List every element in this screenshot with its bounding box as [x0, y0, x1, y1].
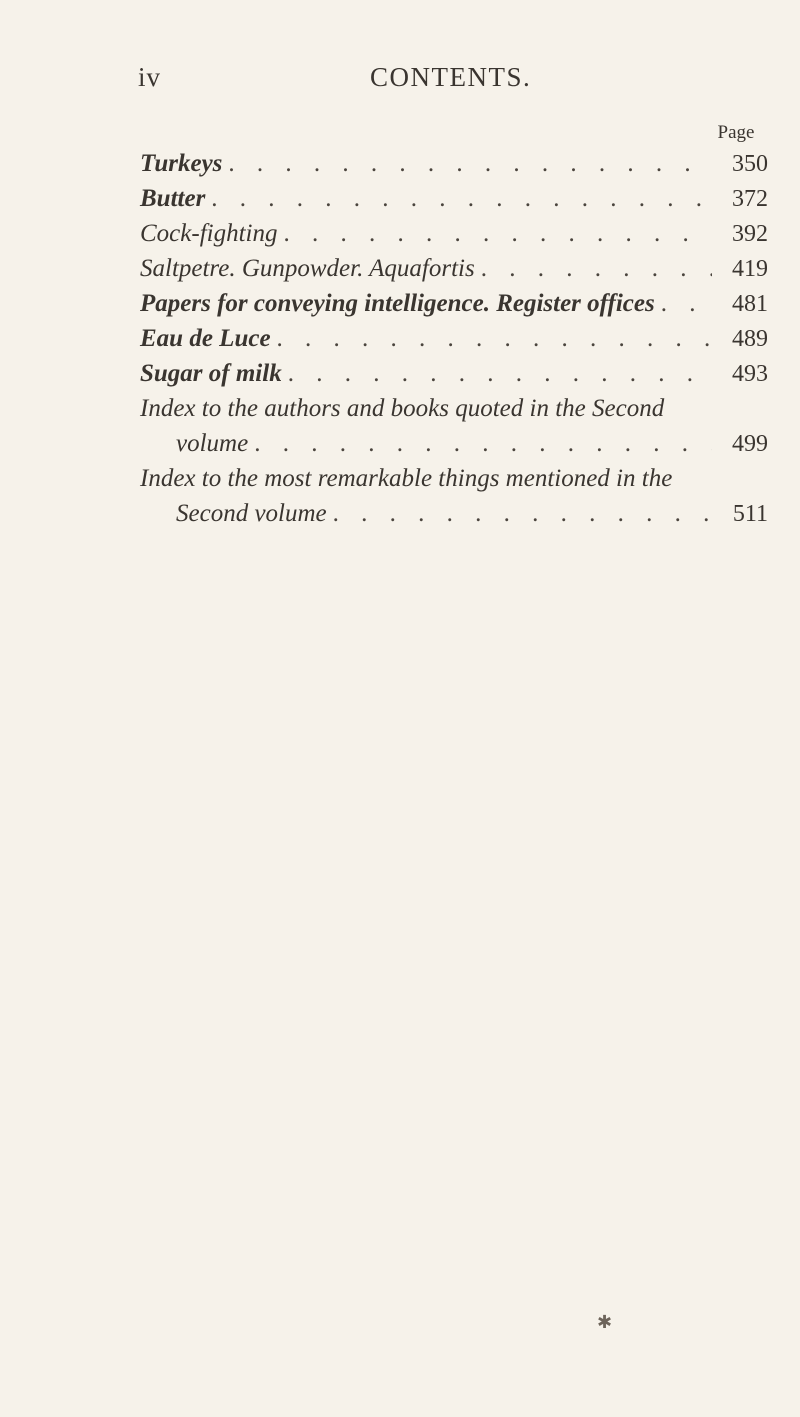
entry-title: Eau de Luce [140, 325, 271, 352]
entry-title: Saltpetre. Gunpowder. Aquafortis [140, 255, 475, 282]
dot-leader [254, 426, 712, 461]
page-number: iv [138, 62, 162, 92]
entry-title-continued: Second volume [176, 500, 327, 527]
toc-line [140, 461, 768, 496]
toc-entry [140, 251, 768, 286]
table-of-contents [140, 146, 768, 531]
dot-leader [211, 181, 712, 216]
page-header [138, 62, 678, 96]
entry-page: 419 [732, 256, 768, 282]
toc-line [140, 251, 768, 286]
toc-entry [140, 286, 768, 321]
entry-page: 493 [732, 361, 768, 387]
entry-title: Index to the most remarkable things mentioned in the [140, 465, 673, 492]
entry-page: 350 [732, 151, 768, 177]
toc-line [140, 356, 768, 391]
toc-line [140, 216, 768, 251]
toc-line [140, 286, 768, 321]
entry-page: 511 [732, 501, 768, 527]
dot-leader [661, 286, 712, 321]
toc-line [140, 181, 768, 216]
dot-leader [283, 216, 712, 251]
toc-entry [140, 391, 768, 461]
toc-line-continuation [140, 496, 768, 531]
toc-entry [140, 216, 768, 251]
dot-leader [481, 251, 712, 286]
entry-title: Papers for conveying intelligence. Register offices [140, 290, 655, 317]
entry-title: Cock-fighting [140, 220, 278, 247]
entry-page: 489 [732, 326, 768, 352]
toc-entry [140, 356, 768, 391]
entry-title: Butter [140, 185, 206, 212]
dot-leader [333, 496, 712, 531]
entry-title: Turkeys [140, 150, 223, 177]
toc-entry [140, 461, 768, 531]
toc-line [140, 321, 768, 356]
entry-page: 372 [732, 186, 768, 212]
entry-title: Sugar of milk [140, 360, 282, 387]
entry-page: 499 [732, 431, 768, 457]
entry-title: Index to the authors and books quoted in the Second [140, 395, 665, 422]
dot-leader [288, 356, 712, 391]
toc-entry [140, 321, 768, 356]
toc-line [140, 391, 768, 426]
page-column-label: Page [717, 122, 755, 143]
entry-page: 392 [732, 221, 768, 247]
printers-ornament-icon: ✱ [597, 1312, 613, 1332]
running-head: CONTENTS. [370, 62, 532, 92]
dot-leader [228, 146, 712, 181]
toc-line-continuation [140, 426, 768, 461]
entry-page: 481 [732, 291, 768, 317]
entry-title-continued: volume [176, 430, 249, 457]
toc-entry [140, 146, 768, 181]
toc-entry [140, 181, 768, 216]
dot-leader [277, 321, 712, 356]
toc-line [140, 146, 768, 181]
